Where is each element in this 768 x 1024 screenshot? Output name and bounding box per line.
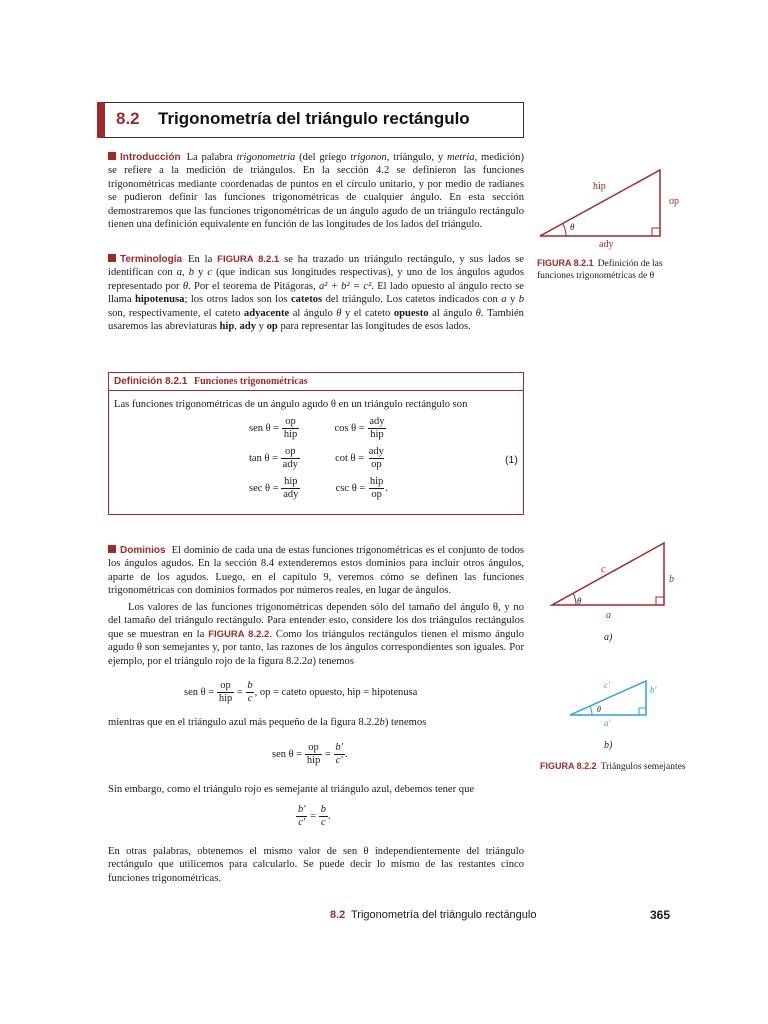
right-triangle <box>540 170 660 236</box>
term-text: y el cateto <box>341 307 394 319</box>
definition-intro: Las funciones trigonométricas de un ángulo agudo θ en un triángulo rectángulo son <box>114 399 468 410</box>
frac-den: hip <box>370 429 384 440</box>
eq-text: sen θ = <box>184 686 215 698</box>
eq-text: sen θ = <box>272 748 303 760</box>
term-bold: ady <box>239 321 257 333</box>
dominios-text: ) tenemos <box>384 717 427 728</box>
term-var: θ <box>182 280 189 292</box>
func-label: csc θ = <box>335 482 366 494</box>
term-text: son, respectivamente, el cateto <box>108 307 244 319</box>
def-row-sec-csc <box>249 476 388 501</box>
bullet-square-icon <box>108 152 116 160</box>
dominios-text: . Como los triángulos rectángulos tienen el mismo ángulo agudo θ son semejantes y, por tanto, las razones de los ángulos correspondientes son iguales. Por ejemplo, por el triángulo rojo de la figura 8.2.2 <box>108 628 524 667</box>
punct: . <box>344 748 348 760</box>
intro-paragraph <box>108 151 524 231</box>
func-label: tan θ = <box>249 452 279 464</box>
terminologia-heading: Terminología <box>120 254 183 265</box>
figure-reference: FIGURA 8.2.1 <box>217 254 280 265</box>
section-title: Trigonometría del triángulo rectángulo <box>158 109 470 128</box>
right-angle-marker <box>656 597 664 605</box>
fraction <box>281 446 300 471</box>
figure-reference: FIGURA 8.2.2 <box>208 628 270 640</box>
func-label: cos θ = <box>334 422 365 434</box>
dominios-paragraph-3 <box>108 716 524 729</box>
def-row-sen-cos <box>249 416 387 441</box>
term-var: a <box>176 267 182 279</box>
dominios-var: b <box>379 717 385 728</box>
dominios-paragraph-2 <box>108 601 524 668</box>
term-bold: hipotenusa <box>134 294 185 306</box>
frac-num: hip <box>284 476 298 487</box>
term-text: para representar las longitudes de esos lados. <box>277 321 471 333</box>
equation-1 <box>184 680 417 705</box>
frac-den: c <box>321 817 326 828</box>
fraction <box>367 446 386 471</box>
term-bold: opuesto <box>393 307 429 319</box>
dominios-text: El dominio de cada una de estas funciones trigonométricas es el conjunto de todos los ángulos agudos. En la sección 8.4 extenderemos estos dominios para incluir otros ángulos, aparte de los agudos. Luego, en el capítulo 9, veremos cómo se definen las funciones trigonométricas con dominios formados por números reales, en lugar de ángulos. <box>108 545 524 597</box>
dominios-paragraph-5: En otras palabras, obtenemos el mismo valor de sen θ independientemente del triángulo rectángulo que utilicemos para calcularlo. Se puede decir lo mismo de las restantes cinco funciones trigonométricas. <box>108 846 524 884</box>
term-var: a <box>501 294 507 306</box>
caption-label: FIGURA 8.2.1 <box>537 258 594 268</box>
term-text: (que indican sus longitudes respectivas), y uno de los ángulos agudos representado por <box>108 267 525 292</box>
theta-label: θ <box>570 222 575 232</box>
frac-num: b <box>247 680 253 691</box>
frac-num: b <box>320 804 326 815</box>
intro-heading: Introducción <box>120 152 181 163</box>
term-text: y <box>506 294 519 306</box>
equation-3 <box>296 804 331 829</box>
term-bold: adyacente <box>243 307 290 319</box>
sub-label-b: b) <box>604 740 613 750</box>
footer-section-number: 8.2 <box>330 909 346 921</box>
side-a-label: a <box>606 610 611 621</box>
dominios-paragraph-4: Sin embargo, como el triángulo rojo es semejante al triángulo azul, debemos tener que <box>108 784 475 795</box>
sub-label-a: a) <box>604 632 613 643</box>
fraction <box>319 804 328 829</box>
frac-num: op <box>284 446 296 457</box>
fraction <box>368 476 385 501</box>
caption-label: FIGURA 8.2.2 <box>540 761 597 771</box>
bullet-square-icon <box>108 545 116 553</box>
side-a-prime-label: a′ <box>604 718 611 728</box>
fraction <box>281 476 300 501</box>
def-row-tan-cot <box>249 446 386 471</box>
intro-text: , medición) se refiere a la medición de triángulos. En la sección 4.2 se definieron las funciones trigonométricas mediante coordenadas de puntos en el círculo unitario, y por medio de radianes se pudieron definir las funciones trigonométricas de cualquier ángulo. En esta sección demostraremos que las funciones trigonométricas de un ángulo agudo de un triángulo rectángulo tienen una definición equivalente en función de las longitudes de los lados del triángulo. <box>108 152 524 231</box>
hip-label: hip <box>593 181 606 192</box>
frac-den: op <box>371 459 382 470</box>
equation-number: (1) <box>505 454 518 466</box>
intro-text: trigonon <box>350 152 387 163</box>
eq-text: , op = cateto opuesto, hip = hipotenusa <box>254 686 418 698</box>
dominios-text: ) tenemos <box>312 655 354 667</box>
punct: . <box>385 482 388 494</box>
term-var: θ <box>336 307 342 319</box>
bullet-square-icon <box>108 254 116 262</box>
op-label: op <box>669 196 679 207</box>
frac-num: hip <box>369 476 384 487</box>
term-text: al ángulo <box>428 307 476 319</box>
figure-8-2-2-caption <box>540 760 710 773</box>
right-angle-marker <box>652 228 660 236</box>
section-number: 8.2 <box>116 109 140 128</box>
eq-text: = <box>310 810 317 822</box>
term-text: se ha trazado un triángulo rectángulo, y sus lados se identifican con <box>108 254 524 279</box>
term-bold: op <box>266 321 278 333</box>
term-text: y <box>193 267 208 279</box>
fraction <box>367 416 386 441</box>
term-text: del triángulo. Los catetos indicados con <box>322 294 502 306</box>
side-b-prime-label: b′ <box>650 685 657 695</box>
term-text: , <box>234 321 240 333</box>
page-number: 365 <box>650 908 671 922</box>
frac-num: op <box>220 680 231 691</box>
terminologia-paragraph <box>108 253 524 333</box>
frac-num: ady <box>368 446 384 457</box>
dominios-heading: Dominios <box>120 545 166 556</box>
intro-text: , triángulo, y <box>386 152 447 163</box>
intro-text: La palabra <box>186 152 237 163</box>
dominios-var: a <box>307 655 313 667</box>
term-text: En la <box>188 254 218 265</box>
eq-text: = <box>324 748 331 760</box>
intro-text: (del griego <box>295 152 351 163</box>
side-b-label: b <box>669 574 674 585</box>
fraction <box>245 680 254 705</box>
frac-den: ady <box>283 489 299 500</box>
dominios-paragraph-1 <box>108 544 524 598</box>
term-var: c <box>207 267 213 279</box>
section-header-bar <box>97 102 105 138</box>
fraction <box>282 416 299 441</box>
term-text: . También usaremos las abreviaturas <box>108 307 524 333</box>
right-angle-marker <box>639 708 646 715</box>
frac-num: b′ <box>335 742 343 753</box>
frac-den: hip <box>218 693 233 704</box>
fraction <box>296 804 308 829</box>
theta-label: θ <box>597 705 601 714</box>
angle-arc <box>573 593 576 605</box>
definition-name: Funciones trigonométricas <box>194 376 308 387</box>
caption-text: Triángulos semejantes <box>600 762 686 772</box>
term-text: y <box>256 321 267 333</box>
frac-num: b′ <box>298 804 306 815</box>
pythagoras-formula: a² + b² = c² <box>318 280 372 292</box>
side-c-prime-label: c′ <box>604 680 610 690</box>
figure-8-2-1 <box>530 160 700 255</box>
theta-label: θ <box>577 596 582 606</box>
term-bold: hip <box>219 321 235 333</box>
frac-num: ady <box>369 416 385 427</box>
frac-den: hip <box>283 429 298 440</box>
frac-den: c <box>247 693 253 704</box>
term-text: , <box>181 267 189 279</box>
fraction <box>217 680 234 705</box>
caption-text: Definición de las funciones trigonométricas de θ <box>537 259 663 281</box>
red-triangle <box>552 543 664 605</box>
eq-text: = <box>236 686 243 698</box>
ady-label: ady <box>599 239 614 250</box>
term-var: b <box>188 267 194 279</box>
term-text: al ángulo <box>289 307 337 319</box>
frac-den: c′ <box>335 755 343 766</box>
frac-den: ady <box>282 459 298 470</box>
frac-den: hip <box>306 755 321 766</box>
func-label: sec θ = <box>249 482 279 494</box>
term-text: . Por el teorema de Pitágoras, <box>188 280 319 292</box>
angle-arc <box>590 706 592 715</box>
definition-divider <box>108 390 524 391</box>
figure-8-2-1-caption <box>537 257 697 282</box>
frac-num: op <box>285 416 296 427</box>
term-text: . El lado opuesto al ángulo recto se llama <box>108 280 525 306</box>
definition-label: Definición 8.2.1 <box>114 376 188 387</box>
frac-den: c′ <box>298 817 306 828</box>
footer-section-title: Trigonometría del triángulo rectángulo <box>351 909 537 921</box>
frac-den: op <box>371 489 382 500</box>
dominios-text: mientras que en el triángulo azul más pequeño de la figura 8.2.2 <box>108 717 380 728</box>
intro-text: trigonometría <box>236 152 296 163</box>
func-label: sen θ = <box>249 422 280 434</box>
term-text: ; los otros lados son los <box>184 294 291 306</box>
func-label: cot θ = <box>335 452 365 464</box>
frac-num: op <box>308 742 319 753</box>
intro-text: metria <box>446 152 475 163</box>
equation-2 <box>272 742 348 767</box>
punct: . <box>327 810 331 822</box>
fraction <box>333 742 345 767</box>
term-bold: catetos <box>290 294 323 306</box>
term-var: θ <box>475 307 481 319</box>
side-c-label: c <box>601 564 606 575</box>
figure-8-2-2 <box>540 535 700 750</box>
dominios-text: Los valores de las funciones trigonométricas dependen sólo del tamaño del ángulo θ, y no del tamaño del triángulo rectángulo. Para entender esto, considere los dos triángulos rectángulos que se muestran en la <box>108 602 524 640</box>
term-var: b <box>518 294 525 306</box>
fraction <box>305 742 322 767</box>
angle-arc <box>563 224 566 236</box>
